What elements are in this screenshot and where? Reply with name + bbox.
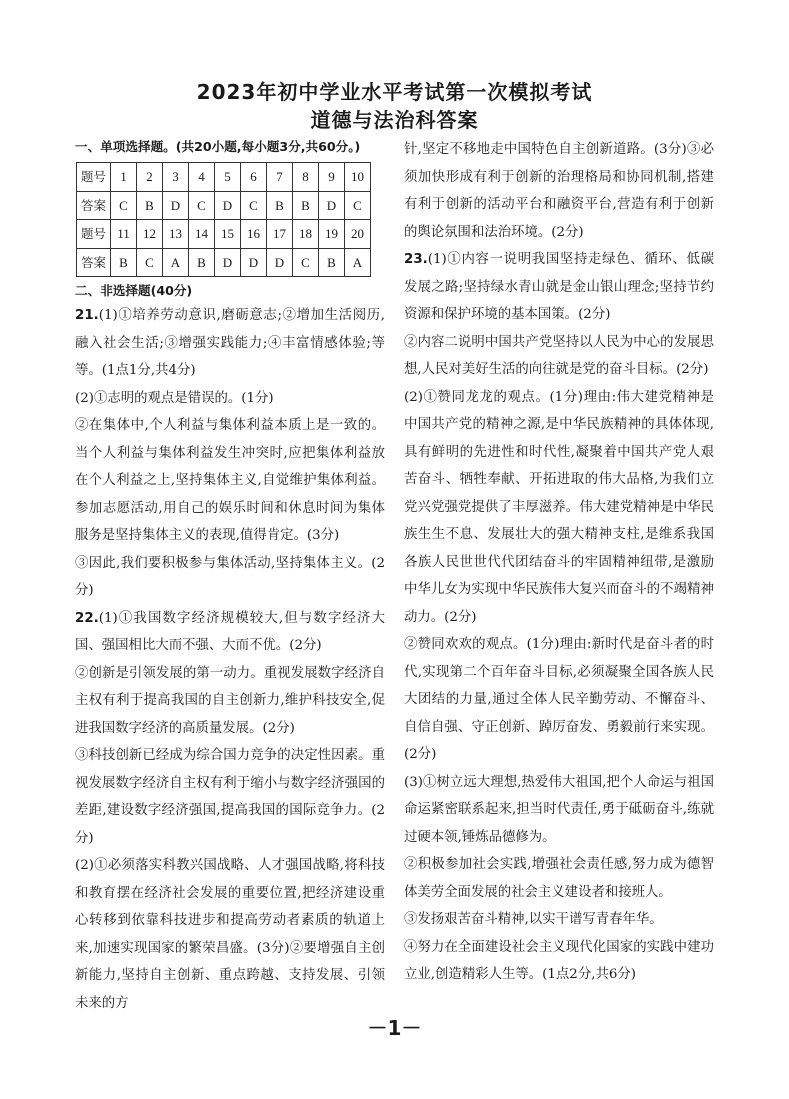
answer-paragraph (75, 660, 385, 743)
question-number: 21. (75, 308, 99, 323)
answer-cell: A (163, 248, 189, 277)
answer-text: ③发扬艰苦奋斗精神,以实干谱写青春年华。 (404, 912, 663, 927)
answer-paragraph (75, 412, 385, 550)
answer-cell: D (267, 248, 293, 277)
question-number-cell: 2 (137, 163, 163, 192)
table-row-numbers (77, 163, 371, 192)
question-number-cell: 18 (293, 220, 319, 249)
answer-cell: D (319, 191, 345, 220)
question-number-cell: 12 (137, 220, 163, 249)
left-answers (75, 302, 385, 1017)
question-number-cell: 1 (111, 163, 137, 192)
question-number-cell: 13 (163, 220, 189, 249)
row-label: 答案 (77, 191, 111, 220)
answer-paragraph (75, 742, 385, 852)
question-number-cell: 20 (345, 220, 371, 249)
answer-paragraph (404, 329, 714, 384)
question-number-cell: 15 (215, 220, 241, 249)
answer-text: ④努力在全面建设社会主义现代化国家的实践中建功立业,创造精彩人生等。(1点2分,共6分) (404, 939, 714, 982)
right-column (404, 136, 714, 989)
answer-text: (1)①我国数字经济规模较大,但与数字经济大国、强国相比大而不强、大而不优。(2分) (75, 610, 385, 653)
question-number-cell: 19 (319, 220, 345, 249)
answer-table (76, 162, 371, 277)
question-number-cell: 9 (319, 163, 345, 192)
table-row-numbers (77, 220, 371, 249)
question-number-cell: 7 (267, 163, 293, 192)
answer-paragraph (75, 852, 385, 1017)
page-number: －1－ (367, 1016, 422, 1040)
answer-paragraph (75, 302, 385, 385)
answer-cell: C (189, 191, 215, 220)
left-column (75, 136, 385, 1017)
answer-paragraph (75, 605, 385, 660)
question-number-cell: 5 (215, 163, 241, 192)
answer-cell: C (111, 191, 137, 220)
answer-cell: A (345, 248, 371, 277)
section1-heading: 一、单项选择题。(共20小题,每小题3分,共60分。) (75, 139, 361, 154)
answer-cell: C (241, 191, 267, 220)
answer-text: (3)①树立远大理想,热爱伟大祖国,把个人命运与祖国命运紧密联系起来,担当时代责任,勇于砥砺奋斗,练就过硬本领,锤炼品德修为。 (404, 774, 714, 845)
section2-heading: 二、非选择题(40分) (75, 283, 193, 298)
answer-cell: B (189, 248, 215, 277)
answer-cell: B (319, 248, 345, 277)
row-label: 答案 (77, 248, 111, 277)
answer-paragraph (404, 769, 714, 852)
answer-text: (2)①必须落实科教兴国战略、人才强国战略,将科技和教育摆在经济社会发展的重要位置,把经济建设重心转移到依靠科技进步和提高劳动者素质的轨道上来,加速实现国家的繁荣昌盛。(3分)②要增强自主创新能力,坚持自主创新、重点跨越、支持发展、引领未来的方 (75, 858, 385, 1011)
answer-text: (1)①培养劳动意识,磨砺意志;②增加生活阅历,融入社会生活;③增强实践能力;④丰富情感体验;等等。(1点1分,共4分) (75, 308, 385, 378)
question-number-cell: 16 (241, 220, 267, 249)
answer-cell: C (137, 248, 163, 277)
question-number-cell: 14 (189, 220, 215, 249)
question-number-cell: 6 (241, 163, 267, 192)
page-subtitle: 道德与法治科答案 (310, 108, 479, 132)
answer-paragraph (404, 906, 714, 934)
question-number-cell: 4 (189, 163, 215, 192)
table-row-answers (77, 248, 371, 277)
question-number-cell: 10 (345, 163, 371, 192)
answer-text: ③科技创新已经成为综合国力竞争的决定性因素。重视发展数字经济自主权有利于缩小与数字经济强国的差距,建设数字经济强国,提高我国的国际竞争力。(2分) (75, 748, 385, 846)
answer-text: ②赞同欢欢的观点。(1分)理由:新时代是奋斗者的时代,实现第二个百年奋斗目标,必须凝聚全国各族人民大团结的力量,通过全体人民辛勤劳动、不懈奋斗、自信自强、守正创新、踔厉奋发、勇毅前行来实现。(2分) (404, 637, 714, 762)
answer-text: (2)①赞同龙龙的观点。(1分)理由:伟大建党精神是中国共产党的精神之源,是中华民族精神的具体体现,具有鲜明的先进性和时代性,凝聚着中国共产党人艰苦奋斗、牺牲奉献、开拓进取的伟大品格,为我们立党兴党强党提供了丰厚滋养。伟大建党精神是中华民族生生不息、发展壮大的强大精神支柱,是维系我国各族人民世世代代团结奋斗的牢固精神纽带,是激励中华儿女为实现中华民族伟大复兴而奋斗的不竭精神动力。(2分) (404, 389, 714, 625)
answer-text: ②创新是引领发展的第一动力。重视发展数字经济自主权有利于提高我国的自主创新力,维护科技安全,促进我国数字经济的高质量发展。(2分) (75, 665, 385, 736)
table-row-answers (77, 191, 371, 220)
question-number: 23. (404, 252, 428, 267)
answer-text: 针,坚定不移地走中国特色自主创新道路。(3分)③必须加快形成有利于创新的治理格局和协同机制,搭建有利于创新的活动平台和融资平台,营造有利于创新的舆论氛围和法治环境。(2分) (404, 142, 714, 240)
page-title: 2023年初中学业水平考试第一次模拟考试 (196, 80, 593, 104)
answer-text: (2)①志明的观点是错误的。(1分) (75, 390, 274, 406)
answer-text: ②积极参加社会实践,增强社会责任感,努力成为德智体美劳全面发展的社会主义建设者和接班人。 (404, 857, 714, 900)
right-answers (404, 136, 714, 989)
question-number-cell: 3 (163, 163, 189, 192)
question-number-cell: 11 (111, 220, 137, 249)
answer-paragraph (404, 851, 714, 906)
answer-cell: D (163, 191, 189, 220)
answer-paragraph (75, 550, 385, 605)
question-number: 22. (75, 610, 99, 626)
answer-cell: D (241, 248, 267, 277)
row-label: 题号 (77, 220, 111, 249)
answer-cell: B (267, 191, 293, 220)
answer-cell: C (345, 191, 371, 220)
row-label: 题号 (77, 163, 111, 192)
answer-text: ③因此,我们要积极参与集体活动,坚持集体主义。(2分) (75, 555, 385, 598)
answer-cell: D (215, 191, 241, 220)
question-number-cell: 17 (267, 220, 293, 249)
answer-paragraph (404, 136, 714, 246)
answer-paragraph (404, 384, 714, 632)
answer-paragraph (404, 246, 714, 329)
answer-paragraph (404, 631, 714, 769)
answer-cell: B (111, 248, 137, 277)
answer-text: ②在集体中,个人利益与集体利益本质上是一致的。当个人利益与集体利益发生冲突时,应把集体利益放在个人利益之上,坚持集体主义,自觉维护集体利益。参加志愿活动,用自己的娱乐时间和休息时间为集体服务是坚持集体主义的表现,值得肯定。(3分) (75, 418, 385, 543)
answer-paragraph (404, 934, 714, 989)
answer-cell: B (137, 191, 163, 220)
answer-cell: D (215, 248, 241, 277)
answer-cell: B (293, 191, 319, 220)
answer-cell: C (293, 248, 319, 277)
answer-paragraph (75, 385, 385, 413)
answer-text: (1)①内容一说明我国坚持走绿色、循环、低碳发展之路;坚持绿水青山就是金山银山理念;坚持节约资源和保护环境的基本国策。(2分) (404, 252, 714, 322)
question-number-cell: 8 (293, 163, 319, 192)
answer-text: ②内容二说明中国共产党坚持以人民为中心的发展思想,人民对美好生活的向往就是党的奋斗目标。(2分) (404, 334, 714, 377)
